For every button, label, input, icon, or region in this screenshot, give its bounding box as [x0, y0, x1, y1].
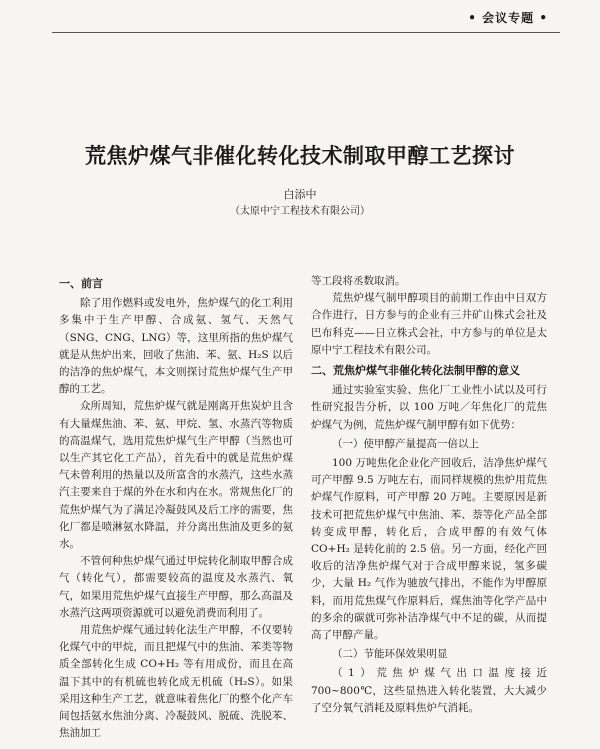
paragraph-continuation: 等工段将丞数取消。 [311, 275, 406, 287]
left-column [59, 272, 293, 742]
section-heading-introduction: 一、前言 [59, 277, 103, 290]
author-affiliation: （太原中宁工程技术有限公司） [230, 206, 370, 217]
article-title: 荒焦炉煤气非催化转化技术制取甲醇工艺探讨 [85, 144, 515, 168]
paragraph: 荒焦炉煤气制甲醇项目的前期工作由中日双方合作进行，日方参与的企业有三井矿山株式会社及巴布科克——日立株式会社，中方参与的单位是太原中宁工程技术有限公司。 [311, 292, 547, 356]
subsection-heading-energy: （二）节能环保效果明显 [332, 648, 448, 661]
paragraph: 不管何种焦炉煤气通过甲烷转化制取甲醇合成气（转化气），都需要较高的温度及水蒸汽、氧气，如果用荒焦炉煤气直接生产甲醇，那么高温及水蒸汽这两项资源就可以避免消费而利用了。 [59, 555, 293, 619]
header-divider [52, 32, 560, 33]
right-column [311, 273, 547, 717]
paragraph: 众所周知，荒焦炉煤气就是刚离开焦炭炉且含有大量煤焦油、苯、氨、甲烷、氢、水蒸汽等物质的高温煤气，选用荒焦炉煤气生产甲醇（当然也可以生产其它化工产品），首先看中的就是荒焦炉煤气未曾利用的热量以及所富含的水蒸汽，这些水蒸汽主要来自于煤的外在水和内在水。常规焦化厂的荒焦炉煤气为了满足冷凝鼓风及后工序的需要，焦化厂都是喷淋氨水降温，并分离出焦油及更多的氨水。 [59, 400, 293, 551]
paragraph: 用荒焦炉煤气通过转化法生产甲醇，不仅要转化煤气中的甲烷，而且把煤气中的焦油、苯类等物质全部转化生成 CO+H₂ 等有用成份，而且在高温下其中的有机硫也转化成无机硫（H₂S）。如果采用这种生产工艺，就意味着焦化厂的整个化产车间包括氨水焦油分离、冷凝鼓风、脱硫、洗脱苯、焦油加工 [59, 624, 293, 740]
paragraph: 100 万吨焦化企业化产回收后，洁净焦炉煤气可产甲醇 9.5 万吨左右，而同样规模的焦炉用荒焦炉煤气作原料，可产甲醇 20 万吨。主要原因是新技术可把荒焦炉煤气中焦油、苯、萘等化产品全部转变成甲醇，转化后，合成甲醇的有效气体 CO+H₂ 是转化前的 2.5 倍。另一方面，经化产回收后的洁净焦炉煤气对于合成甲醇来说，氢多碳少，大量 H₂ 气作为驰放气排出，不能作为甲醇原料，而用荒焦煤气作原料后，煤焦油等化学产品中的多余的碳就可弥补洁净煤气中不足的碳，从而提高了甲醇产量。 [311, 457, 547, 642]
journal-section-tag: • 会议专题 • [468, 11, 548, 25]
paragraph: 除了用作燃料或发电外，焦炉煤气的化工利用多集中于生产甲醇、合成氨、氢气、天然气（SNG、CNG、LNG）等，这里所指的焦炉煤气就是从焦炉出来，回收了焦油、苯、氨、H₂S 以后的洁净的焦炉煤气，本文则探讨荒焦炉煤气生产甲醇的工艺。 [59, 297, 293, 396]
section-heading-significance: 二、荒焦炉煤气非催化转化法制甲醇的意义 [311, 364, 520, 378]
author-name: 白添中 [283, 188, 317, 201]
paragraph: 通过实验室实验、焦化厂工业性小试以及可行性研究报告分析，以 100 万吨／年焦化厂的荒焦炉煤气为例，荒焦炉煤气制甲醇有如下优势： [311, 384, 547, 431]
paragraph: （1）荒焦炉煤气出口温度接近 700~800℃，这些显热进入转化装置，大大减少了空分氧气消耗及原料焦炉气消耗。 [311, 667, 547, 714]
subsection-heading-output: （一）使甲醇产量提高一倍以上 [332, 437, 479, 450]
